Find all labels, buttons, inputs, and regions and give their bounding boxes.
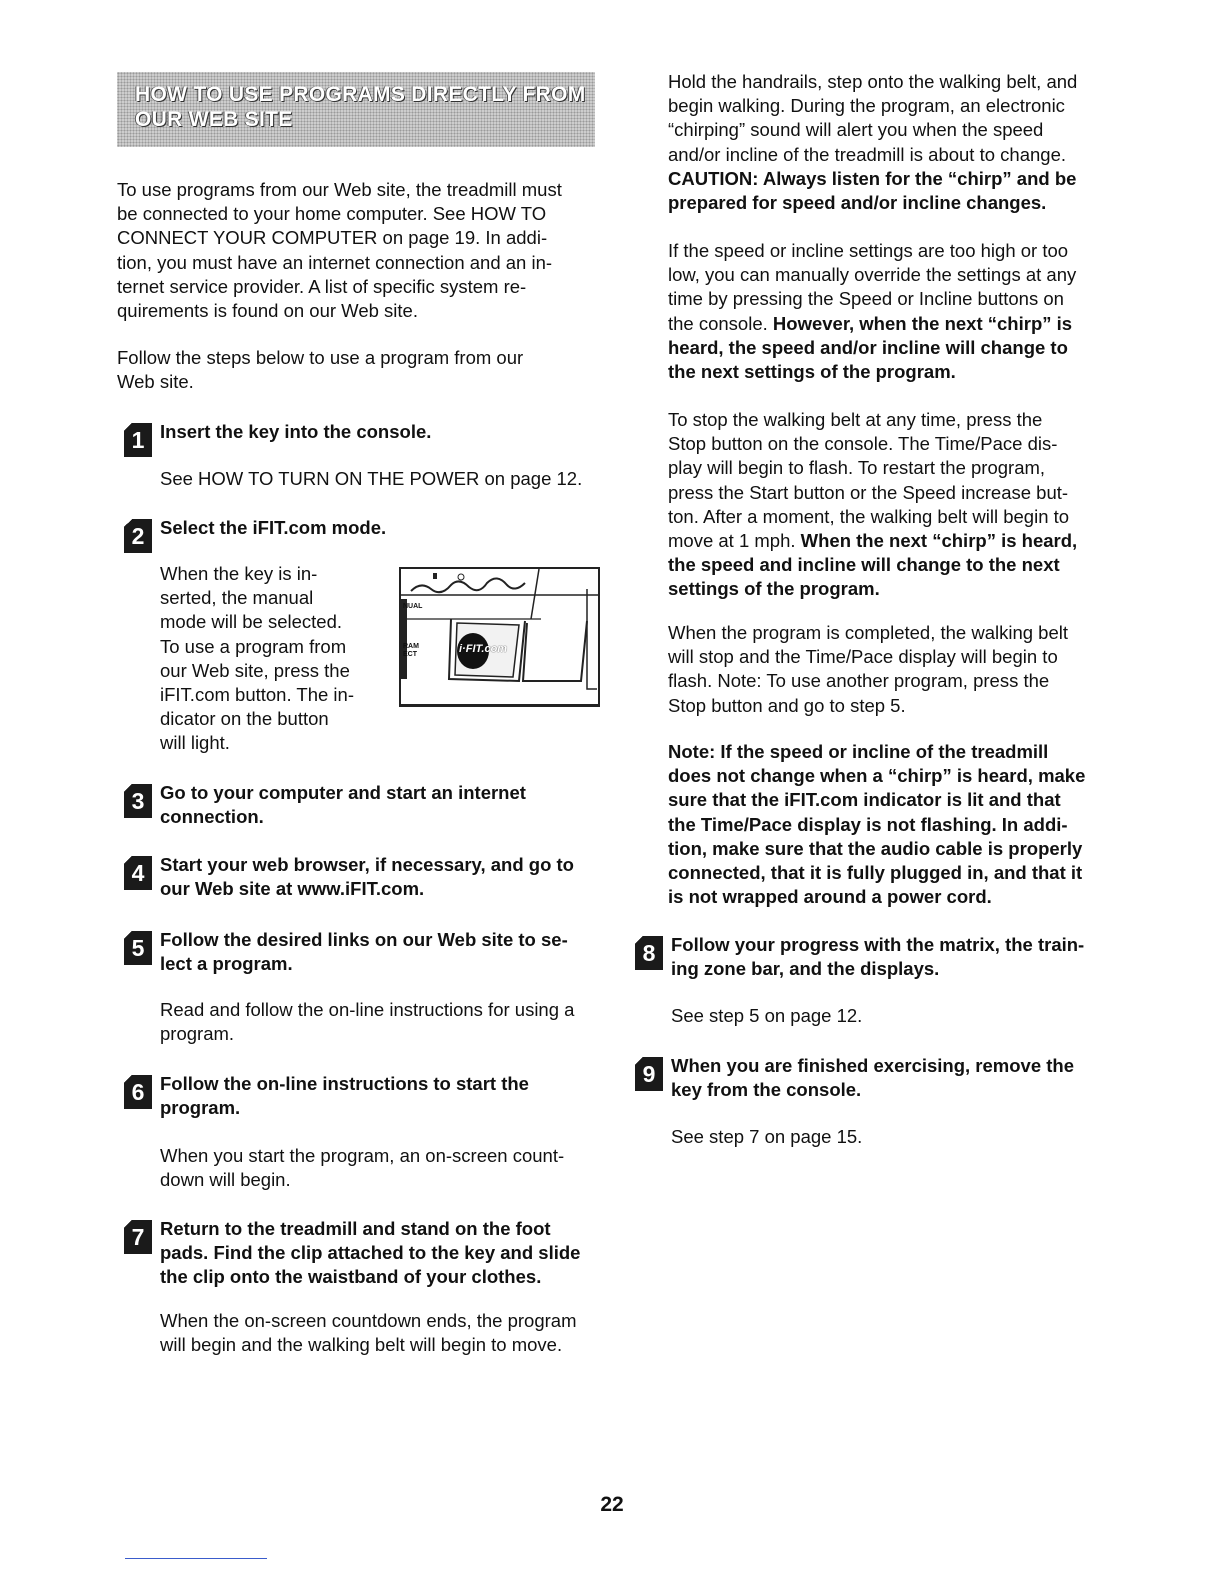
right-paragraph-1	[668, 70, 1077, 215]
text-line: Follow the on-line instructions to start the	[160, 1073, 529, 1094]
text-line: Go to your computer and start an internet	[160, 782, 526, 803]
text-line: Web site.	[117, 371, 194, 393]
console-illustration	[399, 567, 600, 707]
text-line: program.	[160, 1097, 241, 1119]
text-line: If the speed or incline settings are too high or too	[668, 240, 1069, 261]
intro-paragraph-2	[117, 346, 523, 394]
text-line: When you are finished exercising, remove the	[671, 1055, 1075, 1076]
text-line: tion, make sure that the audio cable is properly	[668, 837, 1083, 859]
text-line: Note: If the speed or incline of the treadmill	[668, 741, 1049, 762]
console-label-manual: NUAL	[403, 603, 423, 610]
step-number-badge: 1	[124, 423, 152, 457]
text-line: Start your web browser, if necessary, and go to	[160, 854, 574, 875]
step-6-title	[160, 1072, 529, 1120]
text-line: Hold the handrails, step onto the walking belt, and	[668, 71, 1078, 92]
console-drawing-icon	[401, 569, 598, 704]
step-number-badge: 6	[124, 1075, 152, 1109]
note-paragraph	[668, 740, 1085, 909]
text-line: does not change when a “chirp” is heard, make	[668, 765, 1086, 787]
text-line: program.	[160, 1023, 235, 1045]
text-line: To stop the walking belt at any time, press the	[668, 409, 1043, 430]
right-paragraph-3	[668, 408, 1077, 602]
text-line: When you start the program, an on-screen count-	[160, 1145, 565, 1166]
step-number-badge: 5	[124, 931, 152, 965]
console-label-select: ECT	[403, 651, 417, 658]
text-line: our Web site, press the	[160, 659, 350, 681]
step-7-body	[160, 1309, 577, 1357]
step-6-body	[160, 1144, 564, 1192]
text-line: mode will be selected.	[160, 611, 343, 633]
right-paragraph-4	[668, 621, 1068, 718]
text-line: the Time/Pace display is not flashing. In addi-	[668, 813, 1068, 835]
text-line: will light.	[160, 732, 230, 754]
text-span-bold: However, when the next “chirp” is	[772, 312, 1073, 334]
text-line: See step 7 on page 15.	[671, 1126, 863, 1147]
text-line: See HOW TO TURN ON THE POWER on page 12.	[160, 468, 583, 489]
step-number-badge: 2	[124, 519, 152, 553]
text-line: connection.	[160, 806, 264, 828]
step-9-body	[671, 1125, 862, 1149]
step-4-title	[160, 853, 574, 901]
right-paragraph-2	[668, 239, 1076, 384]
text-line: will begin and the walking belt will begin to move.	[160, 1334, 563, 1356]
step-number-badge: 7	[124, 1220, 152, 1254]
text-line: quirements is found on our Web site.	[117, 300, 418, 322]
text-line: the speed and incline will change to the next	[668, 554, 1060, 576]
text-line: connected, that it is fully plugged in, and that it	[668, 862, 1083, 884]
section-heading-line2: OUR WEB SITE	[135, 108, 293, 131]
text-line: To use programs from our Web site, the treadmill must	[117, 179, 562, 200]
intro-paragraph	[117, 178, 562, 323]
text-line: low, you can manually override the settings at any	[668, 264, 1077, 286]
step-7-title	[160, 1217, 580, 1290]
text-line: serted, the manual	[160, 587, 314, 609]
text-line: Return to the treadmill and stand on the foot	[160, 1218, 551, 1239]
text-line: is not wrapped around a power cord.	[668, 886, 992, 908]
text-line: be connected to your home computer. See HOW TO	[117, 203, 547, 225]
caution-text: prepared for speed and/or incline changes.	[668, 192, 1047, 214]
text-line: dicator on the button	[160, 708, 329, 730]
text-line: Read and follow the on-line instructions for using a	[160, 999, 575, 1020]
step-8-title	[671, 933, 1084, 981]
text-line: When the on-screen countdown ends, the program	[160, 1310, 577, 1331]
text-line: down will begin.	[160, 1169, 291, 1191]
text-line: tion, you must have an internet connection and an in-	[117, 251, 553, 273]
text-line: begin walking. During the program, an electronic	[668, 95, 1065, 117]
text-line: press the Start button or the Speed increase but-	[668, 481, 1069, 503]
text-line: settings of the program.	[668, 578, 880, 600]
text-line: play will begin to flash. To restart the program,	[668, 457, 1046, 479]
ifit-button-label: i·FIT.com	[459, 643, 508, 655]
text-line: pads. Find the clip attached to the key and slide	[160, 1242, 581, 1264]
text-line: time by pressing the Speed or Incline buttons on	[668, 288, 1064, 310]
step-3-title	[160, 781, 526, 829]
text-line: will stop and the Time/Pace display will begin to	[668, 646, 1058, 668]
text-line: CONNECT YOUR COMPUTER on page 19. In addi-	[117, 227, 548, 249]
section-heading-banner	[117, 72, 595, 147]
text-span: move at 1 mph.	[668, 530, 801, 552]
step-2-title	[160, 516, 386, 540]
text-line	[668, 529, 1077, 553]
console-label-program: RAM	[403, 643, 419, 650]
text-line: Follow the steps below to use a program from our	[117, 347, 524, 368]
step-8-body	[671, 1004, 862, 1028]
text-line: the next settings of the program.	[668, 361, 956, 383]
text-line: Follow your progress with the matrix, the train-	[671, 934, 1085, 955]
text-line: Follow the desired links on our Web site to se-	[160, 929, 568, 950]
step-number-badge: 8	[635, 936, 663, 970]
text-line: and/or incline of the treadmill is about to change.	[668, 143, 1066, 165]
text-line	[668, 312, 1076, 336]
text-line: “chirping” sound will alert you when the speed	[668, 119, 1044, 141]
page-number: 22	[600, 1493, 624, 1516]
step-5-title	[160, 928, 568, 976]
step-number-badge: 9	[635, 1057, 663, 1091]
text-span: the console.	[668, 312, 773, 334]
section-heading-line1: HOW TO USE PROGRAMS DIRECTLY FROM	[135, 83, 586, 106]
step-number-badge: 3	[124, 784, 152, 818]
text-line: ternet service provider. A list of specific system re-	[117, 275, 527, 297]
step-5-body	[160, 998, 574, 1046]
text-line: Select the iFIT.com mode.	[160, 517, 387, 538]
text-line: heard, the speed and/or incline will change to	[668, 336, 1068, 358]
text-line: our Web site at www.iFIT.com.	[160, 878, 425, 900]
text-line: the clip onto the waistband of your clothes.	[160, 1266, 542, 1288]
text-line: Stop button on the console. The Time/Pace dis-	[668, 433, 1058, 455]
text-line: iFIT.com button. The in-	[160, 684, 354, 706]
footer-rule	[125, 1558, 267, 1559]
text-line: When the program is completed, the walking belt	[668, 622, 1069, 643]
text-line: key from the console.	[671, 1079, 862, 1101]
caution-text: CAUTION: Always listen for the “chirp” and be	[668, 167, 1077, 189]
text-line: See step 5 on page 12.	[671, 1005, 863, 1026]
section-heading	[135, 82, 586, 132]
step-number-badge: 4	[124, 856, 152, 890]
text-line: lect a program.	[160, 953, 293, 975]
text-line: sure that the iFIT.com indicator is lit and that	[668, 789, 1061, 811]
step-1-body	[160, 467, 582, 491]
text-line: To use a program from	[160, 635, 347, 657]
text-line: ton. After a moment, the walking belt will begin to	[668, 505, 1070, 527]
text-span-bold: When the next “chirp” is heard,	[800, 530, 1078, 552]
text-line: Stop button and go to step 5.	[668, 694, 906, 716]
text-line: Insert the key into the console.	[160, 421, 432, 442]
text-line: When the key is in-	[160, 563, 318, 584]
text-line: flash. Note: To use another program, press the	[668, 670, 1050, 692]
step-1-title	[160, 420, 431, 444]
text-line: ing zone bar, and the displays.	[671, 958, 940, 980]
step-2-body	[160, 562, 354, 756]
step-9-title	[671, 1054, 1074, 1102]
